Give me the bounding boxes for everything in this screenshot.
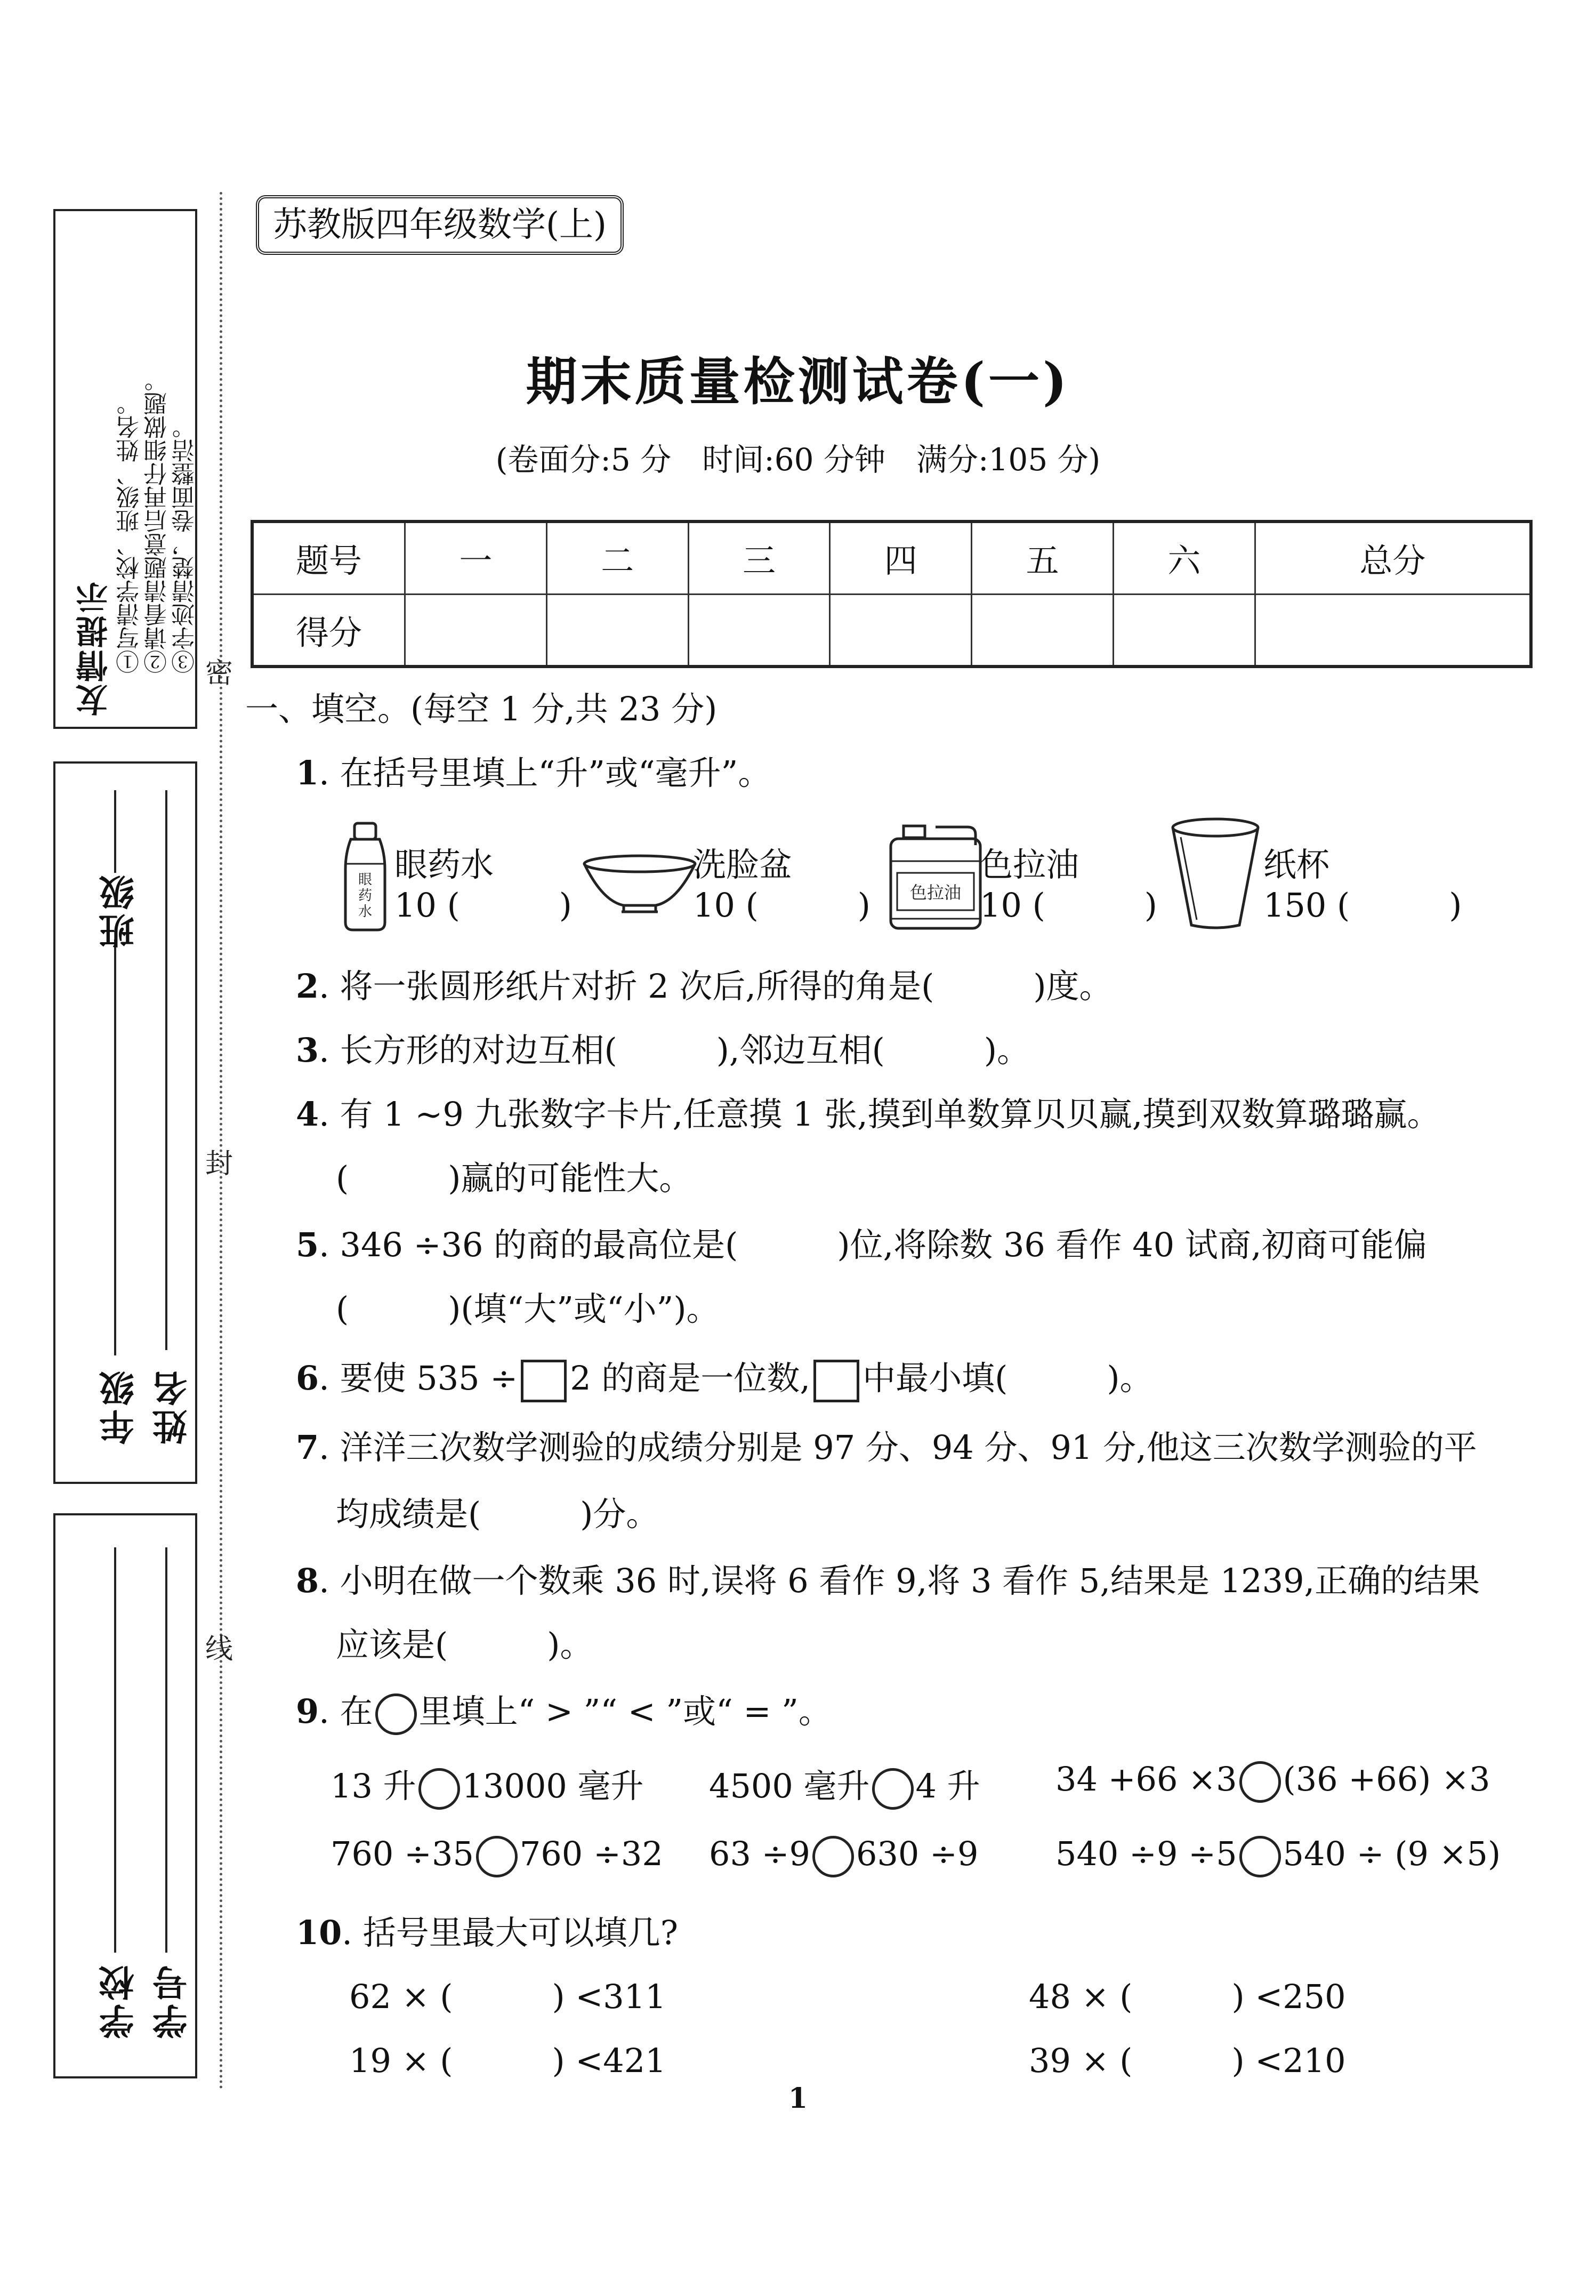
grade-label: 年级 — [99, 1368, 140, 1444]
question-number: 5 — [296, 1225, 319, 1264]
item-amount: 10 ( ) — [980, 886, 1157, 925]
question-number: 10 — [296, 1913, 342, 1952]
compare-circle[interactable] — [1239, 1836, 1281, 1877]
page-title: 期末质量检测试卷(一) — [526, 351, 1070, 412]
compare-circle[interactable] — [418, 1768, 460, 1810]
school-blank-line — [114, 1547, 116, 1953]
question-3 — [296, 1024, 1030, 1071]
score-input-cell[interactable] — [1255, 594, 1531, 667]
score-input-cell[interactable] — [1113, 594, 1255, 667]
question-10 — [296, 1906, 678, 1954]
seal-xian: 线 — [205, 1633, 233, 1665]
question-number: 3 — [296, 1031, 319, 1070]
question-6 — [296, 1352, 1153, 1402]
svg-text:药: 药 — [358, 888, 373, 904]
compare-right: 760 ÷32 — [519, 1834, 663, 1873]
question-9 — [296, 1685, 832, 1735]
question-8-continued: 应该是( )。 — [336, 1625, 593, 1664]
score-input-cell[interactable] — [972, 594, 1114, 667]
question-text: . 在括号里填上“升”或“毫升”。 — [319, 753, 771, 792]
question-text: 中最小填( )。 — [863, 1359, 1153, 1398]
compare-item — [709, 1760, 980, 1810]
page-number: 1 — [788, 2082, 808, 2115]
compare-right: 4 升 — [915, 1767, 980, 1805]
tip-3: ③字迹清楚，卷面整洁。 — [172, 415, 199, 673]
score-input-cell[interactable] — [546, 594, 688, 667]
question-4-continued: ( )赢的可能性大。 — [336, 1159, 692, 1198]
compare-item — [331, 1834, 663, 1877]
compare-left: 34 +66 ×3 — [1055, 1760, 1237, 1799]
answer-box[interactable] — [521, 1360, 567, 1402]
seal-feng: 封 — [205, 1148, 233, 1180]
compare-left: 760 ÷35 — [331, 1834, 474, 1873]
edition-badge: 苏教版四年级数学(上) — [256, 195, 624, 255]
score-cell: 二 — [546, 521, 688, 594]
school-info-box — [53, 1513, 197, 2078]
class-blank-line — [114, 790, 116, 873]
question-5-continued: ( )(填“大”或“小”)。 — [336, 1289, 720, 1328]
name-blank-line — [165, 790, 167, 1350]
score-input-cell[interactable] — [830, 594, 972, 667]
question-number: 8 — [296, 1561, 319, 1600]
fill-item[interactable]: 39 × ( ) <210 — [1029, 2041, 1346, 2080]
question-8 — [296, 1554, 1480, 1602]
question-text: . 长方形的对边互相( ),邻边互相( )。 — [319, 1031, 1030, 1070]
compare-right: 630 ÷9 — [856, 1834, 979, 1873]
fill-item[interactable]: 19 × ( ) <421 — [349, 2041, 666, 2080]
compare-left: 4500 毫升 — [709, 1767, 870, 1805]
paper-cup-icon — [1170, 816, 1261, 933]
compare-right: 540 ÷ (9 ×5) — [1283, 1834, 1501, 1873]
compare-left: 63 ÷9 — [709, 1834, 810, 1873]
compare-item — [1055, 1760, 1490, 1803]
question-text: . 将一张圆形纸片对折 2 次后,所得的角是( )度。 — [319, 967, 1113, 1006]
compare-circle[interactable] — [872, 1768, 914, 1810]
tips-label: 友情提示 — [76, 580, 113, 716]
number-blank-line — [165, 1547, 167, 1953]
svg-text:色拉油: 色拉油 — [909, 882, 962, 903]
question-7-continued: 均成绩是( )分。 — [336, 1495, 659, 1534]
question-text: . 括号里最大可以填几? — [342, 1913, 678, 1952]
question-2 — [296, 960, 1113, 1007]
score-value-row — [252, 594, 1531, 667]
school-label: 学校 — [99, 1962, 140, 2039]
question-number: 7 — [296, 1428, 319, 1467]
tip-2: ②请看清题意后再仔细做题。 — [144, 368, 171, 673]
item-name: 纸杯 — [1263, 845, 1330, 884]
number-label: 学号 — [152, 1962, 194, 2039]
score-cell: 一 — [405, 521, 547, 594]
answer-box[interactable] — [813, 1360, 859, 1402]
item-name: 色拉油 — [980, 845, 1079, 884]
compare-left: 13 升 — [331, 1767, 416, 1805]
question-text: 里填上“ > ”“ < ”或“ = ”。 — [418, 1692, 832, 1731]
eye-drop-bottle-icon — [341, 821, 389, 933]
score-cell: 题号 — [252, 521, 405, 594]
score-cell: 三 — [688, 521, 830, 594]
score-cell: 六 — [1113, 521, 1255, 594]
compare-item — [331, 1760, 644, 1810]
score-input-cell[interactable] — [688, 594, 830, 667]
question-text: . 洋洋三次数学测验的成绩分别是 97 分、94 分、91 分,他这三次数学测验的平 — [319, 1428, 1477, 1467]
compare-circle[interactable] — [1239, 1761, 1281, 1803]
question-text: . 有 1 ~9 九张数字卡片,任意摸 1 张,摸到单数算贝贝赢,摸到双数算璐璐赢。 — [319, 1095, 1440, 1134]
item-name: 洗脸盆 — [693, 845, 793, 884]
compare-right: (36 +66) ×3 — [1283, 1760, 1490, 1799]
compare-right: 13000 毫升 — [462, 1767, 644, 1805]
seal-mi: 密 — [205, 657, 233, 689]
question-5 — [296, 1218, 1427, 1266]
score-header-row — [252, 521, 1531, 594]
item-amount: 10 ( ) — [693, 886, 870, 925]
question-text: . 小明在做一个数乘 36 时,误将 6 看作 9,将 3 看作 5,结果是 1239,正确的结果 — [319, 1561, 1480, 1600]
score-table — [251, 520, 1533, 668]
question-text: . 要使 535 ÷ — [319, 1359, 518, 1398]
fill-item[interactable]: 48 × ( ) <250 — [1029, 1977, 1346, 2016]
score-input-cell[interactable] — [405, 594, 547, 667]
fill-item[interactable]: 62 × ( ) <311 — [349, 1977, 666, 2016]
score-cell: 四 — [830, 521, 972, 594]
svg-text:眼: 眼 — [358, 872, 373, 888]
tip-1: ①写清学校、班级、姓名。 — [116, 392, 143, 673]
question-number: 4 — [296, 1095, 319, 1134]
question-number: 2 — [296, 967, 319, 1006]
item-amount: 10 ( ) — [394, 886, 572, 925]
question-number: 6 — [296, 1359, 319, 1398]
question-text: . 346 ÷36 的商的最高位是( )位,将除数 36 看作 40 试商,初商可能偏 — [319, 1225, 1427, 1264]
question-4 — [296, 1088, 1440, 1135]
question-number: 1 — [296, 753, 319, 792]
class-label: 班级 — [99, 872, 140, 949]
class-info-box — [53, 761, 197, 1484]
svg-text:水: 水 — [358, 904, 373, 920]
washbasin-icon — [581, 853, 698, 917]
name-label: 姓名 — [152, 1368, 194, 1444]
compare-circle[interactable] — [375, 1693, 417, 1735]
item-amount: 150 ( ) — [1263, 886, 1462, 925]
compare-circle[interactable] — [476, 1836, 518, 1877]
exam-info: (卷面分:5 分 时间:60 分钟 满分:105 分) — [495, 441, 1101, 478]
score-cell: 得分 — [252, 594, 405, 667]
question-text: 2 的商是一位数, — [570, 1359, 811, 1398]
oil-container-icon — [888, 824, 984, 930]
grade-blank-line — [114, 940, 116, 1355]
question-7 — [296, 1421, 1477, 1468]
section-heading: 一、填空。(每空 1 分,共 23 分) — [245, 689, 718, 728]
compare-item — [709, 1834, 978, 1877]
question-text: . 在 — [319, 1692, 373, 1731]
compare-circle[interactable] — [812, 1836, 854, 1877]
compare-item — [1055, 1834, 1501, 1877]
question-1 — [296, 746, 771, 794]
question-number: 9 — [296, 1692, 319, 1731]
score-cell: 总分 — [1255, 521, 1531, 594]
item-name: 眼药水 — [394, 845, 494, 884]
score-cell: 五 — [972, 521, 1114, 594]
compare-left: 540 ÷9 ÷5 — [1055, 1834, 1237, 1873]
